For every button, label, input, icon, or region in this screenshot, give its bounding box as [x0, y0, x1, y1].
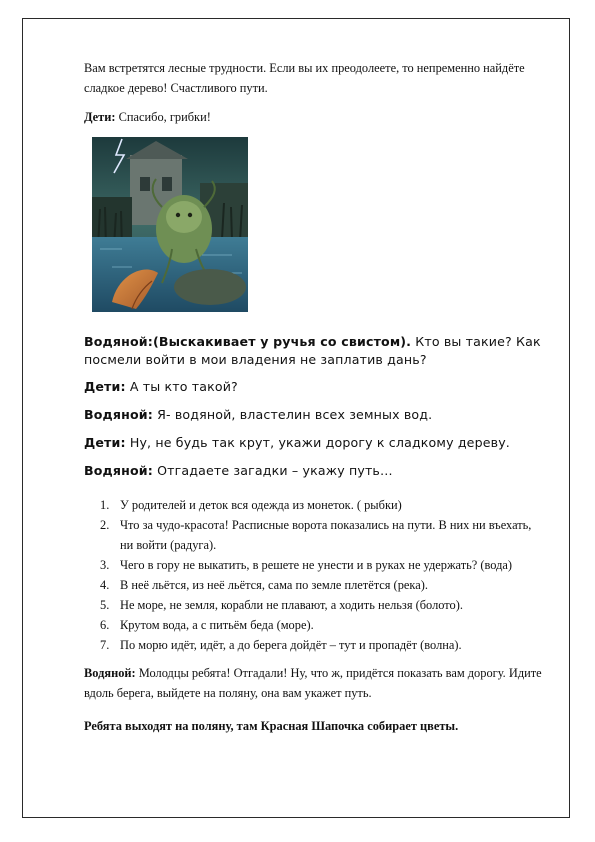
- riddle-item: 1. У родителей и деток вся одежда из монеток. ( рыбки): [100, 498, 402, 512]
- stage-direction: Ребята выходят на поляну, там Красная Шапочка собирает цветы.: [84, 719, 459, 733]
- children-line-3: Дети: Ну, не будь так крут, укажи дорогу к сладкому дереву.: [84, 435, 510, 450]
- vodyanoy-water-spirit-picture: [92, 137, 248, 312]
- riddle-item: 7. По морю идёт, идёт, а до берега дойдёт – тут и пропадёт (волна).: [100, 638, 462, 652]
- riddle-item: 4. В неё льётся, из неё льётся, сама по земле плетётся (река).: [100, 578, 428, 592]
- riddle-item: 2. Что за чудо-красота! Расписные ворота показались на пути. В них ни въехать, ни войти (радуга).: [100, 518, 532, 552]
- children-thanks-line: Дети: Спасибо, грибки!: [84, 110, 211, 124]
- riddle-item: 3. Чего в гору не выкатить, в решете не унести и в руках не удержать? (вода): [100, 558, 513, 572]
- vodyanoy-picture-svg: [92, 137, 248, 312]
- vodyanoy-line-3: Водяной: Отгадаете загадки – укажу путь…: [84, 463, 393, 478]
- vodyanoy-closing-paragraph: Водяной: Молодцы ребята! Отгадали! Ну, что ж, придётся показать вам дорогу. Идите вдоль берега, выйдете на поляну, она вам укажет путь.: [84, 666, 542, 700]
- children-line-2: Дети: А ты кто такой?: [84, 379, 238, 394]
- vodyanoy-line-1: Водяной:(Выскакивает у ручья со свистом). Кто вы такие? Как посмели войти в мои владения не заплатив дань?: [84, 334, 541, 367]
- riddle-item: 5. Не море, не земля, корабли не плавают, а ходить нельзя (болото).: [100, 598, 463, 612]
- vodyanoy-line-2: Водяной: Я- водяной, властелин всех земных вод.: [84, 407, 433, 422]
- riddles-list: [84, 495, 544, 655]
- intro-paragraph: Вам встретятся лесные трудности. Если вы их преодолеете, то непременно найдёте сладкое дерево! Счастливого пути.: [84, 61, 525, 95]
- riddle-item: 6. Крутом вода, а с питьём беда (море).: [100, 618, 314, 632]
